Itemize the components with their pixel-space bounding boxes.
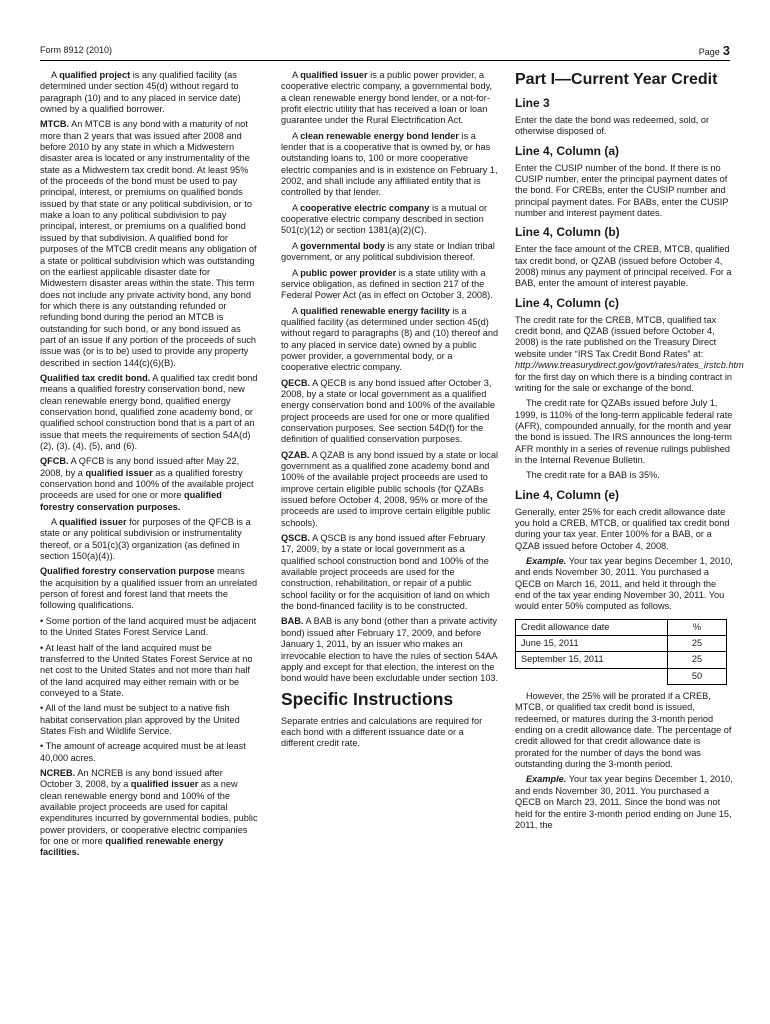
- bold-term: NCREB.: [40, 767, 76, 778]
- example-label: Example.: [526, 774, 567, 785]
- part-i-heading: Part I—Current Year Credit: [515, 71, 718, 88]
- paragraph-text: A: [292, 305, 301, 316]
- example-1-text: Your tax year begins December 1, 2010, and ends November 30, 2011. You purchased a QECB on March 16, 2011, and held it through the end of the tax year ending November 30, 2011. You would enter 50% computed as follows.: [515, 555, 733, 612]
- table-header-date: Credit allowance date: [516, 619, 668, 635]
- paragraph-text: An NCREB is any bond issued after October 3, 2008, by a: [40, 767, 223, 790]
- paragraph: [40, 456, 258, 513]
- bold-term: clean renewable energy bond lender: [300, 130, 459, 141]
- paragraph-text: • All of the land must be subject to a native fish habitat conservation plan approved by the United States Fish and Wildlife Service.: [40, 703, 240, 736]
- specific-instructions-heading: Specific Instructions: [281, 688, 454, 709]
- paragraph: [40, 70, 258, 115]
- paragraph: [40, 517, 258, 562]
- example-label: Example.: [526, 555, 567, 566]
- form-id: Form 8912 (2010): [40, 45, 113, 55]
- paragraph-text: as a qualified forestry conservation bond and 100% of the available project proceeds are used for one or more: [40, 467, 254, 501]
- line4b-heading: Line 4, Column (b): [515, 225, 620, 240]
- bold-term: BAB.: [281, 616, 304, 627]
- paragraph-text: A: [292, 240, 301, 251]
- bold-term: QECB.: [281, 377, 311, 388]
- paragraph-text: is a public power provider, a cooperative electric company, a governmental body, a clean renewable energy bond lender, or a not-for-profit electric utility that has received a loan or loan guarantee under the Rural Electrification Act.: [281, 70, 493, 126]
- bold-term: QSCB.: [281, 533, 311, 544]
- paragraph-text: A QZAB is any bond issued by a state or local government as a qualified zone academy bond and 100% of the available project proceeds are used to improve certain eligible public schools (for QZABs issued before October 4, 2008, 95% or more of the proceeds are used to improve certain eligible public schools).: [281, 449, 499, 528]
- line4c-text1: The credit rate for the CREB, MTCB, qualified tax credit bond, and QZAB (issued before October 4, 2008) is the rate published on the Treasury Direct website under “IRS Tax Credit Bond Rates” at:: [515, 314, 717, 359]
- line4e-however: However, the 25% will be prorated if a CREB, MTCB, or qualified tax credit bond is issued, redeemed, or matures during the 3-month period ending on a credit allowance date. The percentage of credit allowed for that credit allowance date is prorated for the number of days the bond was outstanding during the 3-month period.: [515, 691, 732, 770]
- paragraph: [40, 616, 258, 639]
- paragraph: [281, 306, 499, 374]
- page-number: [699, 43, 730, 58]
- paragraph: [281, 268, 499, 302]
- line3-text: Enter the date the bond was redeemed, sold, or otherwise disposed of.: [515, 115, 710, 137]
- table-cell: September 15, 2011: [516, 652, 668, 668]
- line4a-text: Enter the CUSIP number of the bond. If there is no CUSIP number, enter the principal payment dates of the bond. For CREBs, enter the CUSIP number and principal payment dates. For BABs, enter the CUSIP number and interest payment dates.: [515, 162, 729, 219]
- paragraph: [40, 373, 258, 452]
- table-header-percent: %: [668, 619, 727, 635]
- paragraph-text: A qualified tax credit bond means a qualified forestry conservation bond, new clean renewable energy bond, qualified energy conservation bond, qualified zone academy bond, or qualified school construction bond that is a part of an issue that meets the requirements of section 54A(d)(2), (3), (4), (5), and (6).: [40, 372, 258, 451]
- line4c-heading: Line 4, Column (c): [515, 295, 620, 310]
- bold-term: qualified issuer: [300, 70, 368, 80]
- paragraph-text: A: [292, 267, 301, 278]
- paragraph-text: • Some portion of the land acquired must be adjacent to the United States Forest Service Land.: [40, 615, 257, 638]
- line4e-heading: Line 4, Column (e): [515, 487, 620, 502]
- paragraph-text: is any qualified facility (as determined under section 45(d) without regard to paragraph (10) and to any placed in service date) owned by a qualified borrower.: [40, 70, 241, 115]
- bold-term: qualified issuer: [130, 779, 199, 790]
- line4c-text: [515, 314, 744, 394]
- paragraph: [40, 566, 258, 611]
- paragraph-text: is a lender that is a cooperative that is owned by, or has outstanding loans to, 100 or more cooperative electric companies and is in existence on February 1, 2002, and shall include any affiliated entity that is controlled by that lender.: [281, 130, 498, 198]
- paragraph: [281, 241, 499, 264]
- paragraph: [40, 703, 258, 737]
- paragraph-text: A: [292, 70, 301, 80]
- table-cell: [516, 668, 668, 684]
- bold-term: QZAB.: [281, 449, 310, 460]
- line4c-bab-rate: The credit rate for a BAB is 35%.: [526, 470, 660, 481]
- bold-term: qualified renewable energy facilities.: [40, 836, 224, 858]
- column-3: [515, 70, 744, 835]
- paragraph: [281, 616, 499, 684]
- paragraph: [40, 768, 258, 859]
- line4c-qzab-rate: The credit rate for QZABs issued before July 1, 1999, is 110% of the long-term applicable federal rate (AFR), compounded annually, for the month and year the bond is issued. The IRS announces the long-term AFR monthly in a series of revenue rulings published in the Internal Revenue Bulletin.: [515, 398, 733, 465]
- bold-term: qualified project: [59, 70, 131, 80]
- header-rule: [40, 60, 730, 61]
- bold-term: Qualified forestry conservation purpose: [40, 566, 215, 577]
- table-row: [516, 668, 727, 684]
- paragraph-text: A: [292, 130, 301, 141]
- paragraph-text: is a qualified facility (as determined under section 45(d) without regard to paragraphs (8) and (10) thereof and to any placed in service date) owned by a public power provider, a governmental body, or a cooperative electric company.: [281, 305, 499, 373]
- table-row: [516, 636, 727, 652]
- line3-heading: Line 3: [515, 96, 550, 110]
- example-2-text: Your tax year begins December 1, 2010, and ends November 30, 2011. You purchased a QECB on March 23, 2011. Since the bond was not held for the entire 3-month period ending on June 15, 2011, the: [515, 774, 733, 830]
- line4e-text: Generally, enter 25% for each credit allowance date you hold a CREB, MTCB, or qualified tax credit bond during your tax year. Enter 100% for a BAB, or a QZAB issued before October 4, 2008.: [515, 506, 730, 551]
- column-2: [281, 70, 499, 754]
- column-1: [40, 70, 258, 863]
- paragraph-text: An MTCB is any bond with a maturity of not more than 2 years that was issued after 2008 and before 2010 by any state in which a Midwestern disaster area is located or any instrumentality of the state as a Midwestern tax credit bond. At least 95% of the proceeds of the bond must be used to pay principal, interest, or premiums on qualified bonds issued by that state or any political subdivision, or to make a loan to any political subdivision to pay principal, interest, or premiums on a qualified bond issued by that subdivision. A qualified bond for purposes of the MTCB credit means any obligation of a state or political subdivision which was outstanding on the earliest applicable disaster date for Midwestern disaster areas within the state. This term does not include any private activity bond, any bond for which there is any outstanding refunded or refunding bond during the period an MTCB is outstanding for such bond, or any bond issued as part of an issue if any portion of the proceeds of such issue was (or is to be) used to provide any property described in section 144(c)(6)(B).: [40, 119, 257, 368]
- paragraph-text: • The amount of acreage acquired must be at least 40,000 acres.: [40, 741, 246, 763]
- page-label: Page: [698, 47, 720, 57]
- line4e-example-1: [515, 556, 733, 613]
- paragraph: [40, 643, 258, 700]
- table-total: 50: [668, 668, 727, 684]
- paragraph: [40, 741, 258, 764]
- paragraph: [281, 533, 499, 612]
- page-num: 3: [722, 43, 730, 58]
- credit-allowance-table: [515, 619, 727, 685]
- bold-term: governmental body: [300, 240, 385, 251]
- paragraph: [281, 450, 499, 529]
- table-cell: June 15, 2011: [516, 636, 668, 652]
- bold-term: qualified renewable energy facility: [300, 305, 450, 316]
- line4c-text2: for the first day on which there is a binding contract in writing for the sale or exchange of the bond.: [515, 371, 733, 393]
- line4e-example-2: [515, 774, 733, 831]
- table-row: [516, 652, 727, 668]
- paragraph: [281, 131, 499, 199]
- line4b-text: Enter the face amount of the CREB, MTCB, qualified tax credit bond, or QZAB (issued before October 4, 2008) minus any payment of principal received. For a BAB, enter the amount of interest payable.: [515, 244, 732, 289]
- table-cell: 25: [668, 652, 727, 668]
- treasury-url: http://www.treasurydirect.gov/govt/rates/rates_irstcb.htm: [515, 360, 744, 371]
- paragraph-text: • At least half of the land acquired must be transferred to the United States Forest Service at no net cost to the United States and not more than half of the land acquired may either remain with or be conveyed to a State.: [40, 642, 253, 698]
- paragraph-text: A QECB is any bond issued after October 3, 2008, by a state or local government as a qualified energy conservation bond and 100% of the available project proceeds are used for one or more qualified conservation purposes. See section 54D(f) for the definition of qualified conservation purposes.: [281, 377, 496, 445]
- paragraph-text: A QSCB is any bond issued after February 17, 2009, by a state or local government as a qualified school construction bond and 100% of the available project proceeds are used for the construction, rehabilitation, or repair of a public school facility or for the acquisition of land on which the bond-financed facility is to be constructed.: [281, 533, 490, 612]
- bold-term: qualified issuer: [85, 467, 153, 478]
- bold-term: QFCB.: [40, 456, 69, 467]
- bold-term: qualified issuer: [59, 517, 127, 528]
- bold-term: qualified forestry conservation purposes.: [40, 490, 222, 512]
- paragraph-text: is any state or Indian tribal government, or any political subdivision thereof.: [281, 240, 495, 263]
- paragraph-text: for purposes of the QFCB is a state or any political subdivision or instrumentality thereof, or a 501(c)(3) organization (as defined in section 150(a)(4)).: [40, 517, 251, 562]
- paragraph-text: means the acquisition by a qualified issuer from an unrelated person of forest and forest land that meets the following qualifications.: [40, 566, 258, 611]
- bold-term: public power provider: [300, 267, 397, 278]
- bold-term: MTCB.: [40, 119, 70, 130]
- paragraph-text: A BAB is any bond (other than a private activity bond) issued after February 17, 2009, and before January 1, 2011, by an issuer who makes an irrevocable election to have the rules of section 54AA apply and except for that election, the interest on the bond would have been excludable under section 103.: [281, 616, 499, 684]
- paragraph: [281, 378, 499, 446]
- bold-term: cooperative electric company: [300, 202, 430, 213]
- paragraph-text: as a new clean renewable energy bond and 100% of the available project proceeds are used for capital expenditures incurred by governmental bodies, public power providers, or cooperative electric companies for one or more: [40, 779, 258, 846]
- specific-instructions-text: Separate entries and calculations are required for each bond with a different issuance date or a different credit rate.: [281, 715, 483, 749]
- paragraph-text: A: [51, 517, 60, 528]
- paragraph-text: is a state utility with a service obligation, as defined in section 217 of the Federal Power Act (as in effect on October 3, 2008).: [281, 267, 493, 301]
- paragraph-text: A: [51, 70, 60, 80]
- definitions-continued: [281, 70, 499, 685]
- paragraph-text: A: [292, 202, 301, 213]
- paragraph-text: is a mutual or cooperative electric company described in section 501(c)(12) or section 1381(a)(2)(C).: [281, 202, 488, 236]
- table-row: [516, 619, 727, 635]
- line4a-heading: Line 4, Column (a): [515, 143, 620, 158]
- paragraph-text: A QFCB is any bond issued after May 22, 2008, by a: [40, 456, 240, 478]
- paragraph: [40, 119, 258, 369]
- paragraph: [281, 70, 499, 127]
- table-cell: 25: [668, 636, 727, 652]
- bold-term: Qualified tax credit bond.: [40, 372, 151, 383]
- paragraph: [281, 203, 499, 237]
